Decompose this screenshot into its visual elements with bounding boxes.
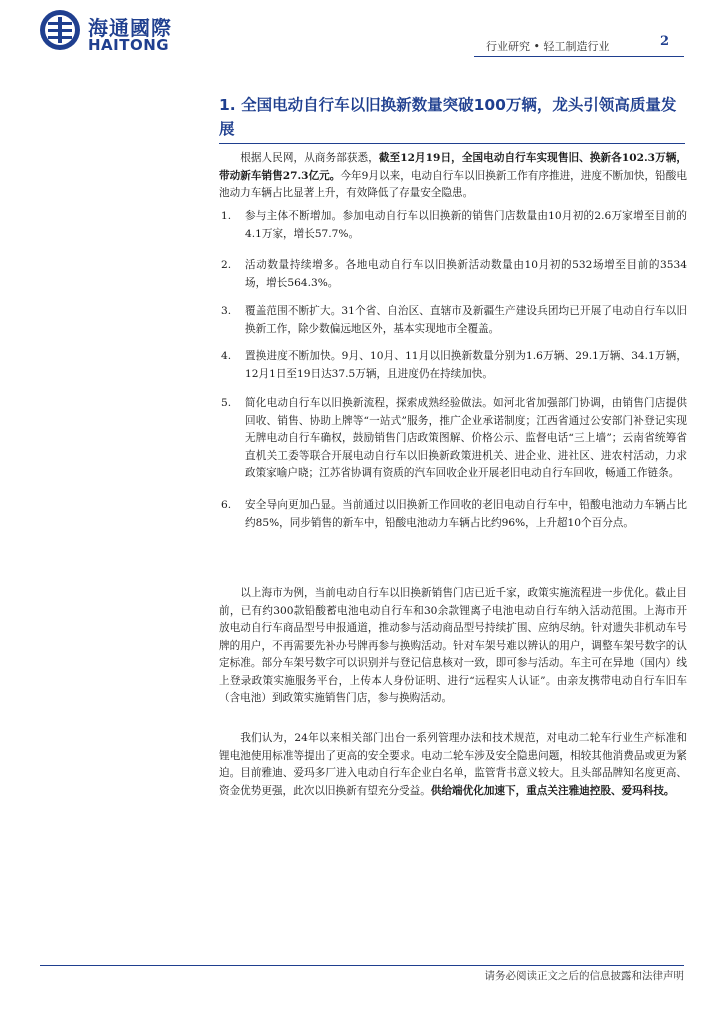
logo-chinese-name: 海通國際 bbox=[88, 16, 172, 40]
footer-divider bbox=[40, 965, 684, 966]
section-title: 1. 全国电动自行车以旧换新数量突破100万辆，龙头引领高质量发展 bbox=[219, 96, 677, 138]
haitong-logo bbox=[38, 8, 198, 52]
shanghai-paragraph: 以上海市为例，当前电动自行车以旧换新销售门店已近千家，政策实施流程进一步优化。截止目前，已有约300款铅酸蓄电池电动自行车和30余款锂离子电池电动自行车纳入活动范围。上海市开放电动自行车商品型号申报通道，推动参与活动商品型号持续扩围、应纳尽纳。针对遗失非机动车号牌的用户，不再需要先补办号牌再参与换购活动。针对车架号难以辨认的用户，调整车架号数字的认定标准。部分车架号数字可以识别并与登记信息核对一致，即可参与活动。车主可在异地（国内）线上登录政策实施服务平台，上传本人身份证明、进行“远程实人认证”。由亲友携带电动自行车旧车（含电池）到政策实施销售门店，参与换购活动。 bbox=[219, 587, 687, 704]
conclusion-bold: 供给端优化加速下，重点关注雅迪控股、爱玛科技。 bbox=[430, 784, 675, 797]
list-item-text: 活动数量持续增多。各地电动自行车以旧换新活动数量由10月初的532场增至目前的3534场，增长564.3%。 bbox=[245, 259, 687, 289]
intro-bold: 截至12月19日，全国电动自行车实现售旧、换新各102.3万辆，带动新车销售27.3亿元。 bbox=[219, 152, 688, 182]
list-item bbox=[219, 208, 687, 243]
header-divider bbox=[474, 56, 684, 57]
list-item-number: 3. bbox=[221, 305, 232, 317]
intro-paragraph bbox=[219, 150, 687, 203]
title-divider bbox=[219, 143, 685, 144]
list-item bbox=[219, 303, 687, 338]
list-item bbox=[219, 395, 687, 483]
list-item-text: 参与主体不断增加。参加电动自行车以旧换新的销售门店数量由10月初的2.6万家增至目前的4.1万家，增长57.7%。 bbox=[245, 210, 687, 240]
list-item bbox=[219, 257, 687, 292]
list-item-text: 置换进度不断加快。9月、10月、11月以旧换新数量分别为1.6万辆、29.1万辆、34.1万辆，12月1日至19日达37.5万辆，且进度仍在持续加快。 bbox=[245, 350, 687, 380]
page-number: 2 bbox=[660, 34, 670, 49]
conclusion-paragraph bbox=[219, 730, 687, 800]
list-item-number: 5. bbox=[221, 397, 232, 409]
intro-pre: 根据人民网，从商务部获悉， bbox=[240, 152, 379, 164]
list-item-number: 4. bbox=[221, 350, 232, 362]
conclusion-pre: 我们认为，24年以来相关部门出台一系列管理办法和技术规范，对电动二轮车行业生产标准和锂电池使用标准等提出了更高的安全要求。电动二轮车涉及安全隐患问题，相较其他消费品或更为紧迫。目前雅迪、爱玛多厂进入电动自行车企业白名单，监管背书意义较大。且头部品牌知名度更高、资金优势更强，此次以旧换新有望充分受益。 bbox=[219, 732, 687, 797]
haitong-logo-mark-icon bbox=[38, 8, 82, 52]
footer-disclaimer: 请务必阅读正文之后的信息披露和法律声明 bbox=[484, 970, 684, 982]
list-item bbox=[219, 497, 687, 532]
list-item-number: 2. bbox=[221, 259, 232, 271]
list-item-number: 1. bbox=[221, 210, 232, 222]
list-item-text: 简化电动自行车以旧换新流程，探索成熟经验做法。如河北省加强部门协调，由销售门店提供回收、销售、协助上牌等“一站式”服务，推广企业承诺制度；江西省通过公安部门补登记实现无牌电动自行车确权，鼓励销售门店政策图解、价格公示、监督电话“三上墙”；云南省统筹省直机关工委等联合开展电动自行车以旧换新政策进机关、进企业、进社区、进农村活动，力求政策家喻户晓；江苏省协调有资质的汽车回收企业开展老旧电动自行车回收，畅通工作链条。 bbox=[245, 397, 687, 479]
list-item-number: 6. bbox=[221, 499, 232, 511]
logo-english-name: HAITONG bbox=[88, 36, 170, 54]
list-item-text: 安全导向更加凸显。当前通过以旧换新工作回收的老旧电动自行车中，铅酸电池动力车辆占比约85%，同步销售的新车中，铅酸电池动力车辆占比约96%，上升超10个百分点。 bbox=[245, 499, 687, 529]
list-item-text: 覆盖范围不断扩大。31个省、自治区、直辖市及新疆生产建设兵团均已开展了电动自行车以旧换新工作，除少数偏远地区外，基本实现地市全覆盖。 bbox=[245, 305, 687, 335]
list-item bbox=[219, 348, 687, 383]
intro-post: 今年9月以来，电动自行车以旧换新工作有序推进，进度不断加快，铅酸电池动力车辆占比显著上升，有效降低了存量安全隐患。 bbox=[219, 169, 687, 199]
report-category: 行业研究 • 轻工制造行业 bbox=[486, 40, 610, 53]
